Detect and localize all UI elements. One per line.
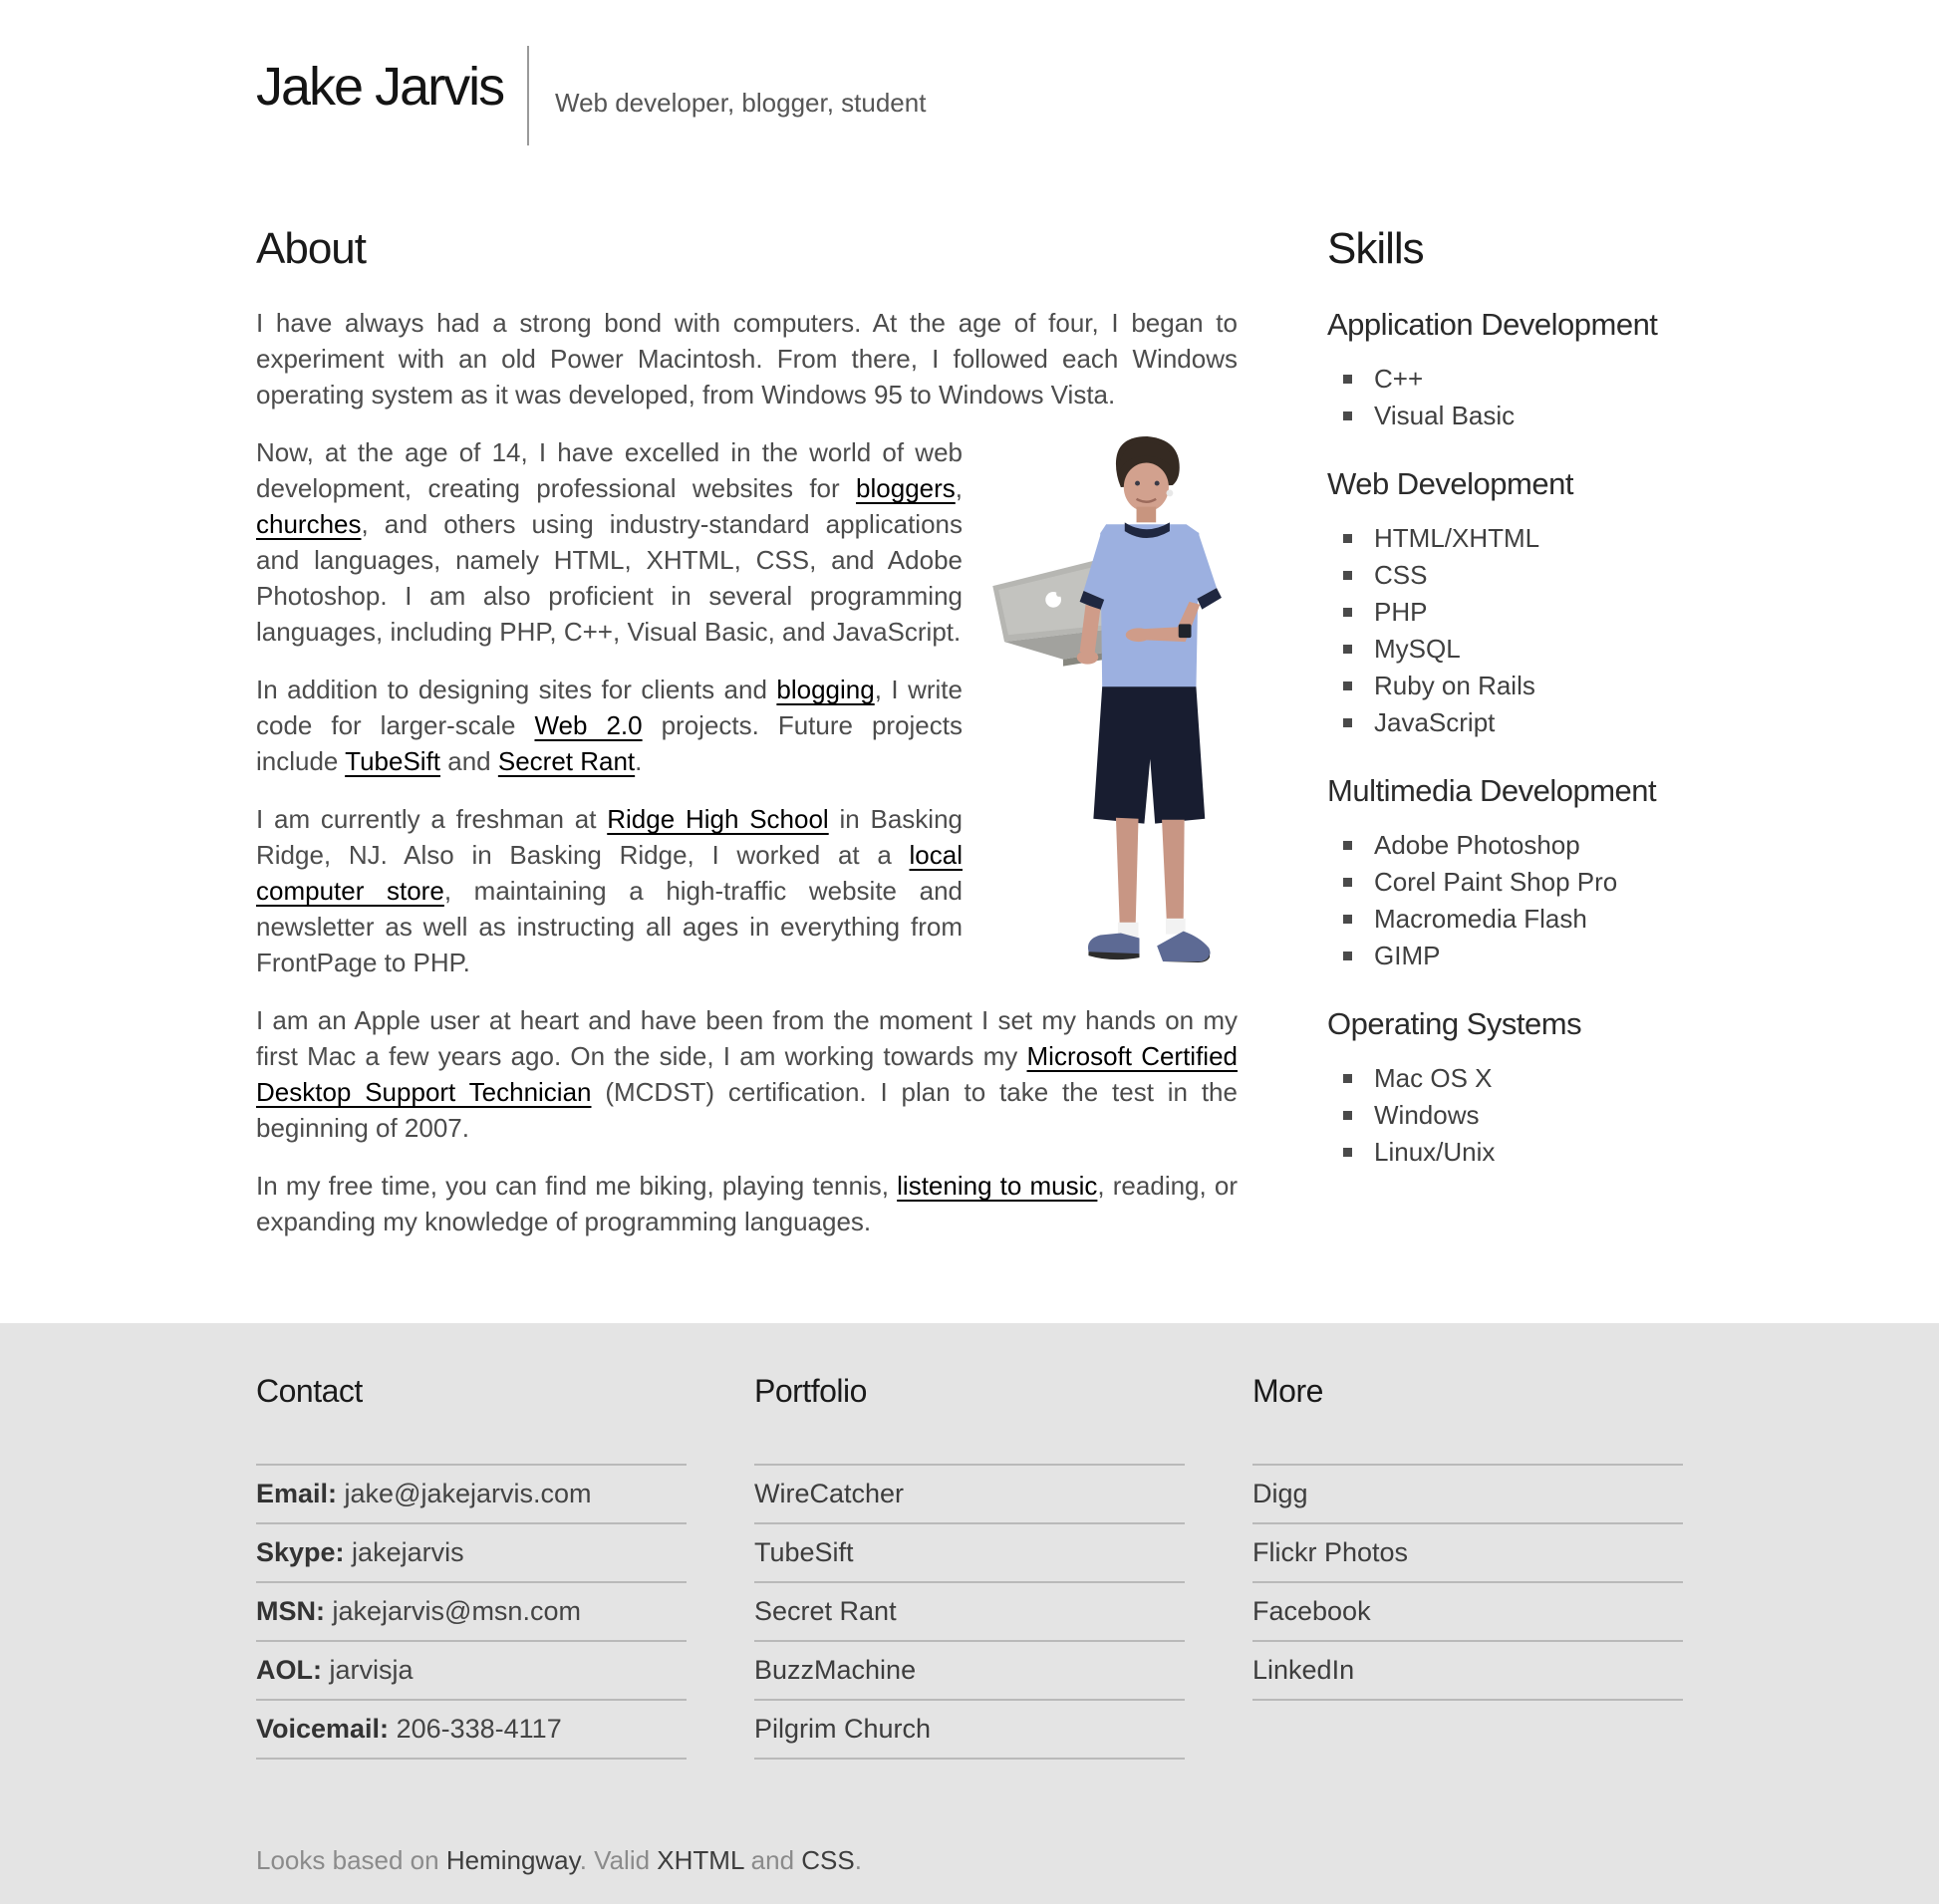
skills-groups xyxy=(1327,307,1683,1171)
skills-group xyxy=(1327,773,1683,974)
contact-row xyxy=(256,1583,687,1642)
more-link[interactable]: Flickr Photos xyxy=(1252,1524,1683,1583)
skills-group xyxy=(1327,1006,1683,1171)
skills-list xyxy=(1327,827,1683,974)
text-link[interactable]: bloggers xyxy=(856,473,956,503)
text-link[interactable]: Web 2.0 xyxy=(534,710,643,740)
text-link[interactable]: Secret Rant xyxy=(497,746,636,776)
footer-column-contact xyxy=(256,1373,687,1760)
skills-list xyxy=(1327,520,1683,741)
text-link[interactable]: local computer store xyxy=(256,840,963,906)
skills-group-title: Application Development xyxy=(1327,307,1658,342)
more-list xyxy=(1252,1464,1683,1701)
contact-value: jake@jakejarvis.com xyxy=(337,1479,592,1508)
boy-with-laptop-illustration xyxy=(988,434,1238,962)
footer-column-heading: Portfolio xyxy=(754,1373,867,1409)
contact-row xyxy=(256,1701,687,1760)
contact-row xyxy=(256,1642,687,1701)
contact-value: jakejarvis@msn.com xyxy=(325,1596,581,1626)
contact-value: jarvisja xyxy=(321,1655,414,1685)
skills-list xyxy=(1327,361,1683,434)
footer-column-portfolio xyxy=(754,1373,1185,1760)
more-link[interactable]: Facebook xyxy=(1252,1583,1683,1642)
skill-item: Visual Basic xyxy=(1327,398,1683,434)
text-run: Looks based on xyxy=(256,1845,446,1875)
contact-label: AOL: xyxy=(256,1655,322,1685)
portfolio-link[interactable]: TubeSift xyxy=(754,1524,1185,1583)
about-intro xyxy=(256,305,1238,412)
contact-label: MSN: xyxy=(256,1596,325,1626)
text-run: . Valid xyxy=(579,1845,658,1875)
main-content xyxy=(256,223,1683,1261)
site-footer xyxy=(0,1323,1939,1904)
about-paragraph xyxy=(256,1002,1238,1146)
text-run: I am currently a freshman at xyxy=(256,804,608,834)
footer-columns xyxy=(256,1373,1683,1760)
skill-item: CSS xyxy=(1327,557,1683,594)
contact-label: Voicemail: xyxy=(256,1714,390,1744)
footer-link[interactable]: CSS xyxy=(801,1845,855,1875)
more-link[interactable]: LinkedIn xyxy=(1252,1642,1683,1701)
text-run: , reading, or expanding my knowledge of programming languages. xyxy=(256,1171,1238,1236)
skill-item: Corel Paint Shop Pro xyxy=(1327,864,1683,901)
text-run: In my free time, you can find me biking, playing tennis, xyxy=(256,1171,898,1201)
skill-item: Linux/Unix xyxy=(1327,1134,1683,1171)
contact-label: Email: xyxy=(256,1479,338,1508)
text-link[interactable]: blogging xyxy=(776,675,875,704)
skill-item: Macromedia Flash xyxy=(1327,901,1683,938)
text-run: I have always had a strong bond with computers. At the age of four, I began to experiment with an old Power Macintosh. From there, I followed each Windows operating system as it was developed, from Windows 95 to Windows Vista. xyxy=(256,308,1238,409)
text-run: , I write code for larger-scale xyxy=(256,675,963,740)
portfolio-link[interactable]: Secret Rant xyxy=(754,1583,1185,1642)
skills-group-title: Multimedia Development xyxy=(1327,773,1657,808)
about-paragraph xyxy=(256,1168,1238,1239)
skills-group-title: Web Development xyxy=(1327,466,1573,501)
text-link[interactable]: Ridge High School xyxy=(607,804,829,834)
skill-item: Ruby on Rails xyxy=(1327,668,1683,704)
contact-row xyxy=(256,1464,687,1524)
portfolio-link[interactable]: Pilgrim Church xyxy=(754,1701,1185,1760)
about-paragraph xyxy=(256,305,1238,412)
text-run: Now, at the age of 14, I have excelled in the world of web development, creating professional websites for xyxy=(256,437,963,503)
footer-column-heading: More xyxy=(1252,1373,1323,1409)
contact-value: jakejarvis xyxy=(344,1537,464,1567)
skill-item: C++ xyxy=(1327,361,1683,398)
about-section xyxy=(256,223,1238,1261)
about-heading: About xyxy=(256,224,366,273)
page-container xyxy=(256,0,1683,1261)
skill-item: Mac OS X xyxy=(1327,1060,1683,1097)
text-run: . xyxy=(854,1845,862,1875)
skill-item: Windows xyxy=(1327,1097,1683,1134)
text-run: and xyxy=(743,1845,802,1875)
footer-column-more xyxy=(1252,1373,1683,1760)
text-run: in Basking Ridge, NJ. Also in Basking Ridge, I worked at a xyxy=(256,804,963,870)
text-run: . xyxy=(635,746,643,776)
skills-list xyxy=(1327,1060,1683,1171)
text-link[interactable]: churches xyxy=(256,509,362,539)
more-link[interactable]: Digg xyxy=(1252,1464,1683,1524)
contact-label: Skype: xyxy=(256,1537,345,1567)
text-run: In addition to designing sites for clients and xyxy=(256,675,777,704)
text-run: , maintaining a high-traffic website and newsletter as well as instructing all ages in everything from FrontPage to PHP. xyxy=(256,876,964,977)
text-link[interactable]: listening to music xyxy=(897,1171,1098,1201)
text-run: and xyxy=(440,746,498,776)
skill-item: PHP xyxy=(1327,594,1683,631)
portfolio-list xyxy=(754,1464,1185,1760)
site-title: Jake Jarvis xyxy=(256,57,504,117)
text-run: projects. Future projects include xyxy=(256,710,963,776)
skill-item: Adobe Photoshop xyxy=(1327,827,1683,864)
contact-list xyxy=(256,1464,687,1760)
text-run: , and others using industry-standard applications and languages, namely HTML, XHTML, CSS, and Adobe Photoshop. I am also proficient in several programming languages, including PHP, C++, Visual Basic, and JavaScript. xyxy=(256,509,963,647)
text-run: (MCDST) certification. I plan to take the test in the beginning of 2007. xyxy=(256,1077,1238,1143)
skills-heading: Skills xyxy=(1327,224,1424,273)
portfolio-link[interactable]: WireCatcher xyxy=(754,1464,1185,1524)
portfolio-link[interactable]: BuzzMachine xyxy=(754,1642,1185,1701)
footer-note xyxy=(256,1845,1683,1876)
contact-value: 206-338-4117 xyxy=(389,1714,562,1744)
text-link[interactable]: TubeSift xyxy=(345,746,441,776)
footer-link[interactable]: Hemingway xyxy=(445,1845,580,1875)
skill-item: JavaScript xyxy=(1327,704,1683,741)
footer-link[interactable]: XHTML xyxy=(657,1845,744,1875)
skills-group-title: Operating Systems xyxy=(1327,1006,1582,1041)
footer-column-heading: Contact xyxy=(256,1373,363,1409)
contact-row xyxy=(256,1524,687,1583)
skill-item: HTML/XHTML xyxy=(1327,520,1683,557)
text-run: , xyxy=(955,473,963,503)
skills-sidebar xyxy=(1327,223,1683,1261)
text-run: I am an Apple user at heart and have been from the moment I set my hands on my first Mac a few years ago. On the side, I am working towards my xyxy=(256,1005,1238,1071)
header-divider xyxy=(527,46,529,145)
boy-with-laptop-photo xyxy=(988,434,1238,962)
skills-group xyxy=(1327,307,1683,434)
skill-item: GIMP xyxy=(1327,938,1683,974)
skill-item: MySQL xyxy=(1327,631,1683,668)
site-tagline: Web developer, blogger, student xyxy=(555,88,927,118)
site-header xyxy=(256,0,1683,169)
text-link[interactable]: Microsoft Certified Desktop Support Technician xyxy=(256,1041,1239,1107)
skills-group xyxy=(1327,466,1683,741)
